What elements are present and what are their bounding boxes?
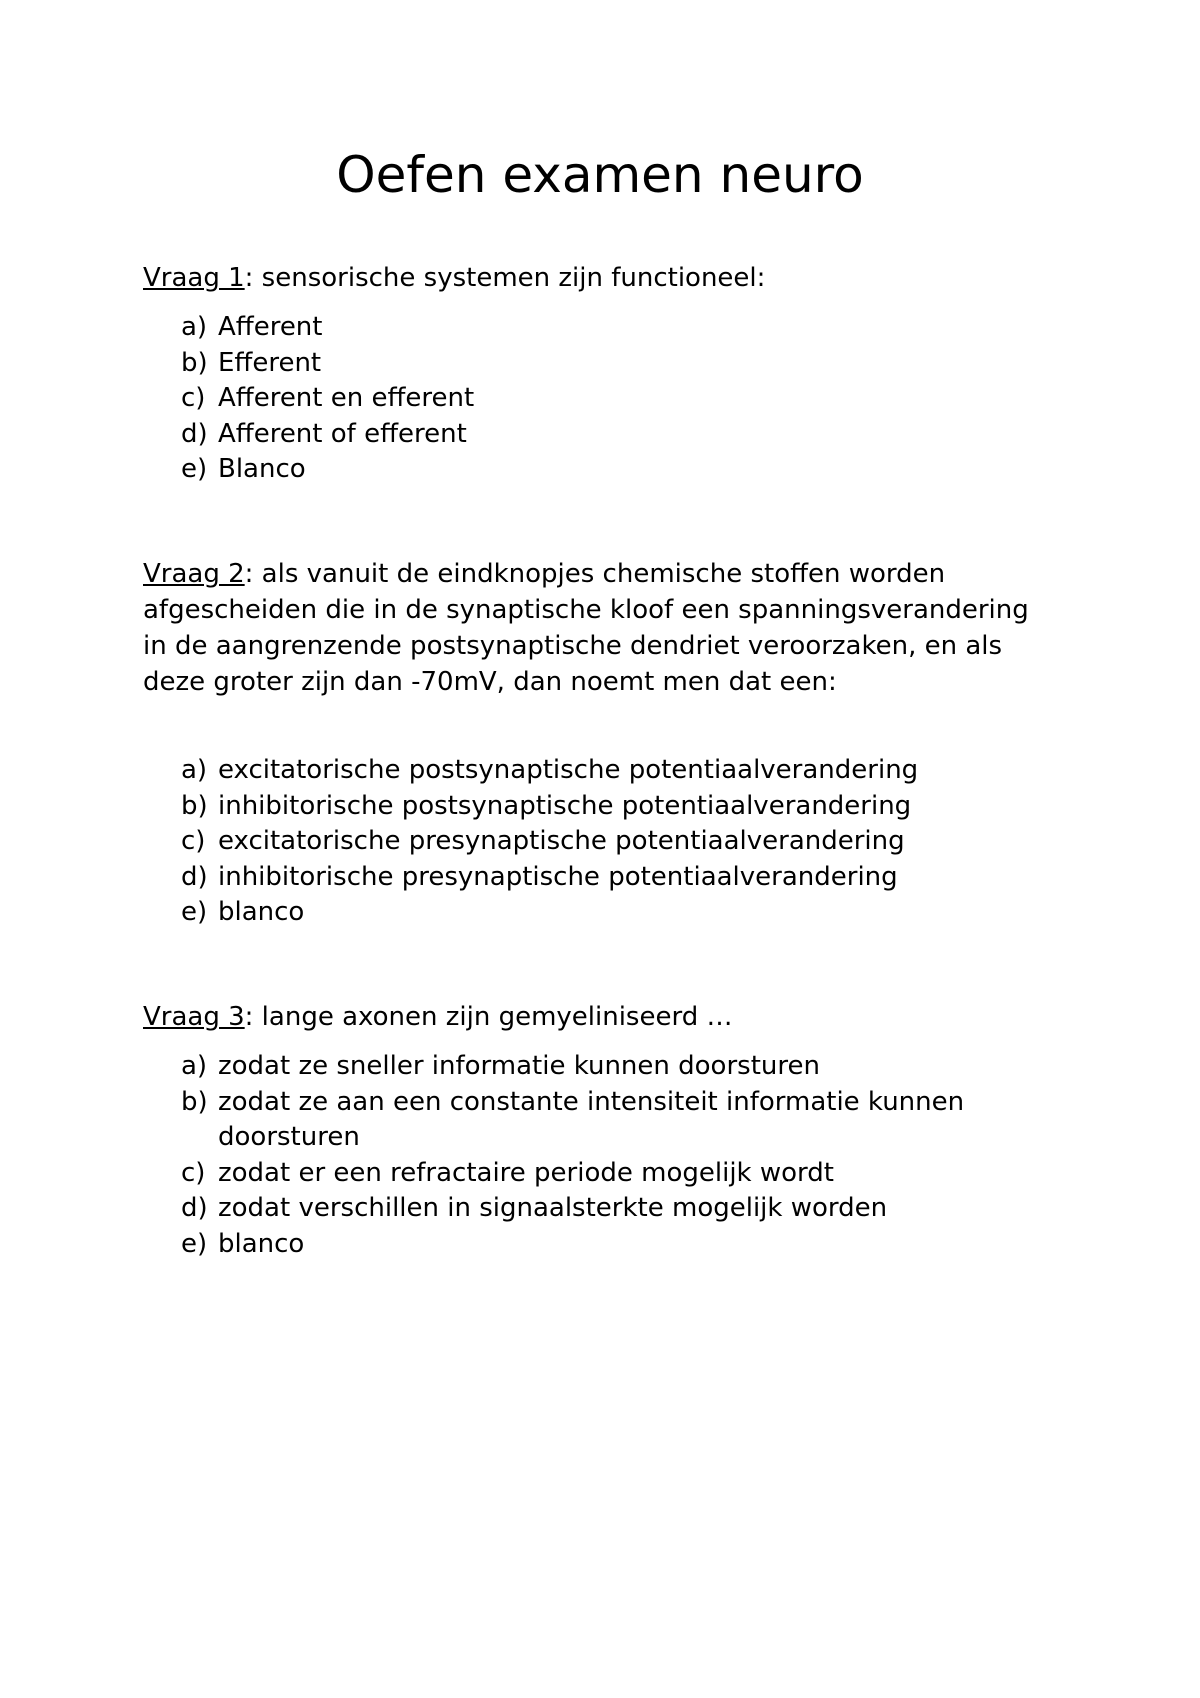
option-text: Efferent <box>218 347 322 378</box>
question-1-option-d <box>181 417 1061 453</box>
option-letter: c) <box>181 1157 206 1188</box>
question-1-text: : sensorische systemen zijn functioneel: <box>244 263 766 293</box>
option-text: blanco <box>218 897 305 927</box>
option-text: inhibitorische postsynaptische potentiaalverandering <box>218 790 912 821</box>
question-3-text: : lange axonen zijn gemyeliniseerd … <box>244 1002 733 1032</box>
question-1-label: Vraag 1 <box>143 263 245 293</box>
option-text: zodat verschillen in signaalsterkte mogelijk worden <box>218 1193 888 1223</box>
question-2-option-a <box>181 753 1061 789</box>
option-letter: c) <box>181 383 206 413</box>
option-text: inhibitorische presynaptische potentiaalverandering <box>218 861 898 892</box>
option-letter: b) <box>181 790 208 821</box>
option-letter: b) <box>181 347 208 378</box>
question-3-option-e <box>181 1227 1061 1263</box>
question-1-option-c <box>181 381 1061 417</box>
option-letter: a) <box>181 755 208 785</box>
document-title: Oefen examen neuro <box>336 146 864 204</box>
option-text: excitatorische postsynaptische potentiaalverandering <box>218 755 919 785</box>
option-text: zodat ze sneller informatie kunnen doorsturen <box>218 1051 820 1081</box>
question-2-option-d <box>181 860 1061 896</box>
question-2-label: Vraag 2 <box>143 559 245 589</box>
question-1-option-e <box>181 452 1061 488</box>
question-1-options <box>181 310 1061 488</box>
option-letter: d) <box>181 1193 208 1223</box>
option-letter: b) <box>181 1086 208 1117</box>
option-text: zodat ze aan een constante intensiteit informatie kunnen doorsturen <box>218 1086 965 1152</box>
question-3-option-d <box>181 1191 1061 1227</box>
option-letter: a) <box>181 312 208 342</box>
question-3-option-b <box>181 1085 1061 1156</box>
option-text: Afferent en efferent <box>218 383 475 413</box>
option-text: excitatorische presynaptische potentiaalverandering <box>218 826 905 856</box>
option-letter: a) <box>181 1051 208 1081</box>
option-text: Afferent of efferent <box>218 418 467 449</box>
option-letter: e) <box>181 1228 208 1259</box>
question-3 <box>143 999 1043 1035</box>
question-2-option-c <box>181 824 1061 860</box>
question-3-option-a <box>181 1049 1061 1085</box>
question-1-option-a <box>181 310 1061 346</box>
option-letter: d) <box>181 861 208 892</box>
option-text: Afferent <box>218 312 323 342</box>
option-text: zodat er een refractaire periode mogelijk wordt <box>218 1157 834 1188</box>
question-2 <box>143 556 1043 700</box>
option-text: blanco <box>218 1228 305 1259</box>
question-2-options <box>181 753 1061 931</box>
option-letter: c) <box>181 826 206 856</box>
question-2-text: : als vanuit de eindknopjes chemische stoffen worden afgescheiden die in de synaptische kloof een spanningsverandering in de aangrenzende postsynaptische dendriet veroorzaken, en als deze groter zijn dan -70mV, dan noemt men dat een: <box>143 559 1029 697</box>
option-letter: e) <box>181 897 208 927</box>
option-text: Blanco <box>218 454 306 484</box>
option-letter: d) <box>181 418 208 449</box>
question-3-options <box>181 1049 1061 1262</box>
question-3-label: Vraag 3 <box>143 1002 245 1032</box>
question-2-option-e <box>181 895 1061 931</box>
question-2-option-b <box>181 789 1061 825</box>
question-3-option-c <box>181 1156 1061 1192</box>
question-1-option-b <box>181 346 1061 382</box>
question-1 <box>143 260 1043 296</box>
option-letter: e) <box>181 454 208 484</box>
